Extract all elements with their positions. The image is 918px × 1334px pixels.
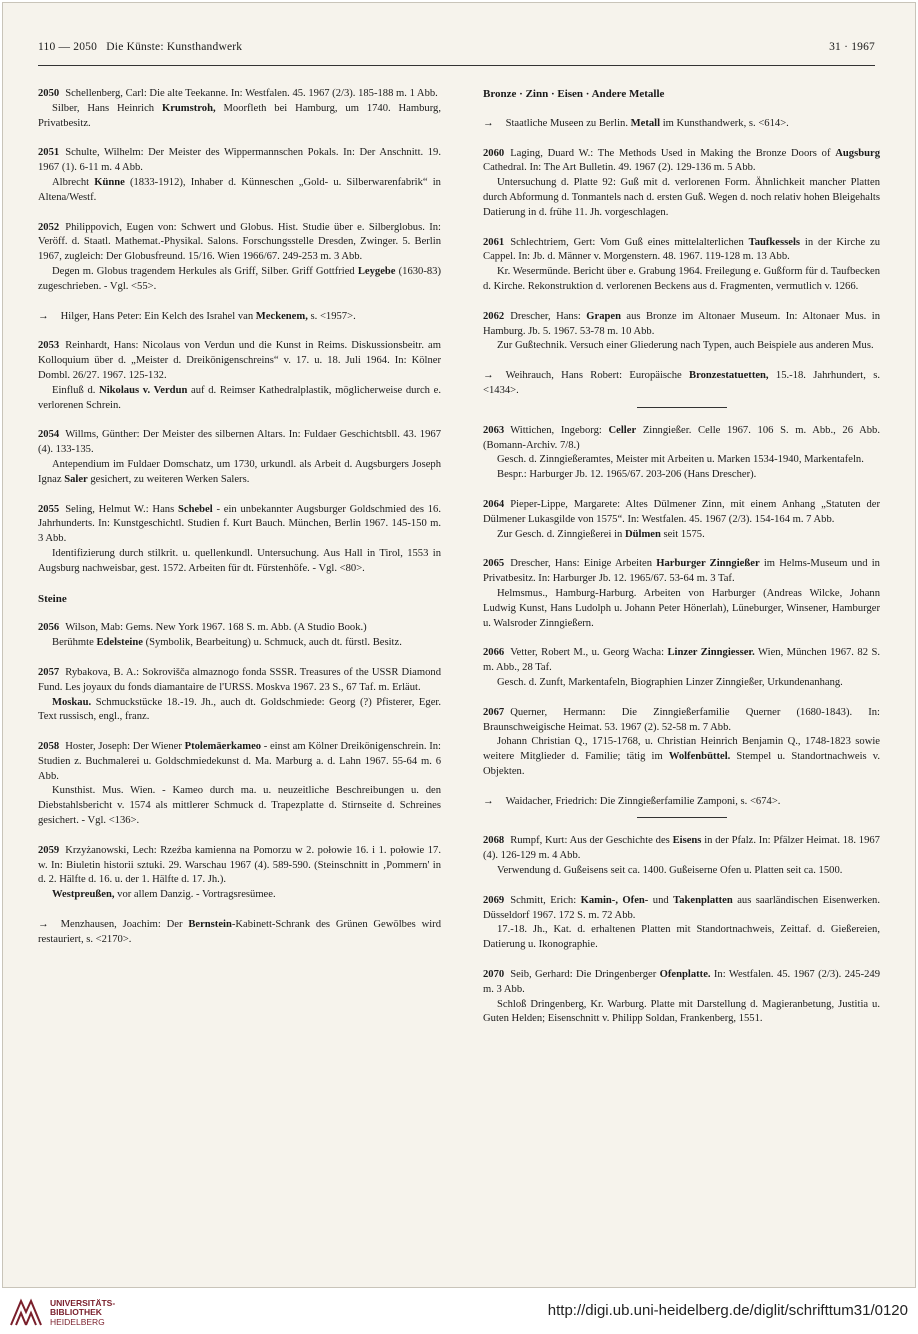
- annotation: Verwendung d. Gußeisens seit ca. 1400. Gußeiserne Ofen u. Platten seit ca. 1500.: [497, 865, 843, 877]
- keyword: Augsburg: [835, 147, 880, 159]
- right-column: [483, 87, 880, 1042]
- keyword: Bernstein: [188, 919, 232, 931]
- keyword: Edelsteine: [96, 637, 143, 649]
- citation: Wittichen, Ingeborg:: [510, 424, 609, 436]
- separator-rule: [637, 407, 727, 408]
- citation: Querner, Hermann: Die Zinngießerfamilie Querner (1680-1843). In: Braunschweigische Heimat. 53. 1967 (2). 52-58 m. 7 Abb.: [483, 706, 880, 733]
- entry-2058: [38, 740, 441, 829]
- entry-number: 2051: [38, 147, 60, 159]
- keyword: Saler: [64, 473, 88, 485]
- keyword: Moskau.: [52, 696, 92, 708]
- entry-2066: [483, 646, 880, 690]
- annotation: Silber, Hans Heinrich: [52, 102, 162, 114]
- annotation: Albrecht: [52, 176, 95, 188]
- citation: Willms, Günther: Der Meister des silbernen Altars. In: Fuldaer Geschichtsbll. 43. 1967 (4). 133-135.: [38, 429, 441, 456]
- cross-reference: [483, 369, 880, 399]
- arrow-right-icon: →: [483, 370, 494, 382]
- citation: Schulte, Wilhelm: Der Meister des Wippermannschen Pokals. In: Der Anschnitt. 19. 1967 (1). 6-11 m. 4 Abb.: [38, 147, 441, 174]
- keyword: Grapen: [586, 310, 621, 322]
- running-head-right: 31 · 1967: [829, 41, 875, 53]
- annotation: Schloß Dringenberg, Kr. Warburg. Platte mit Darstellung d. Magieranbetung, Justitia u. Guten Helden; Eisenschnitt v. Philipp Soldan, Frankenberg, 1551.: [483, 998, 880, 1025]
- entry-2052: [38, 221, 441, 295]
- citation: Seling, Helmut W.: Hans: [65, 503, 178, 515]
- entry-2069: [483, 894, 880, 953]
- cross-reference: [38, 310, 441, 325]
- annotation: Stempel u. Standortnachweis v. Objekten.: [483, 751, 880, 777]
- annotation: Gesch. d. Zunft, Markentafeln, Biographien Linzer Zinngießer, Urkundenanhang.: [497, 676, 843, 688]
- citation: Rumpf, Kurt: Aus der Geschichte des: [510, 835, 673, 847]
- citation: Seib, Gerhard: Die Dringenberger: [510, 969, 660, 981]
- citation: - ein unbekannter Augsburger Goldschmied des 16. Jahrhunderts. In: Kunstgeschichtl. Studien f. Kurt Bauch. München, Berlin 1967. 145-150 m. 3 Abb.: [38, 503, 441, 545]
- left-column: [38, 87, 441, 963]
- annotation: Kr. Wesermünde. Bericht über e. Grabung 1964. Freilegung e. Gußform für d. Taufbecken d. Kirche. Rekonstruktion d. verlorenen Beckens aus d. Fragmenten, vermutlich v. 1266.: [483, 266, 880, 292]
- annotation: Johann Christian Q., 1715-1768, u. Christian Heinrich Benjamin Q., 1748-1823 sowie weitere Mitglieder d. Familie; tätig im: [483, 736, 880, 763]
- entry-2053: [38, 339, 441, 413]
- entry-number: 2066: [483, 647, 505, 659]
- annotation: Berühmte: [52, 637, 97, 649]
- entry-number: 2058: [38, 741, 60, 753]
- entry-number: 2067: [483, 706, 505, 718]
- keyword: Celler: [608, 424, 637, 436]
- entry-number: 2059: [38, 844, 60, 856]
- entry-number: 2065: [483, 558, 505, 570]
- xref-text: 15.-18. Jahrhundert, s. <1434>.: [483, 370, 880, 396]
- keyword: Harburger Zinngießer: [656, 558, 760, 570]
- keyword: Taufkessels: [748, 236, 801, 248]
- keyword: Bronzestatuetten,: [689, 370, 769, 382]
- arrow-right-icon: →: [38, 919, 49, 931]
- entry-number: 2063: [483, 424, 505, 436]
- separator-rule: [637, 817, 727, 818]
- annotation: Zur Gußtechnik. Versuch einer Gliederung nach Typen, auch Beispiele aus anderen Mus.: [497, 340, 874, 352]
- annotation: Moorfleth bei Hamburg, um 1740. Hamburg, Privatbesitz.: [38, 102, 441, 129]
- entry-2057: [38, 666, 441, 725]
- annotation: Gesch. d. Zinngießeramtes, Meister mit Arbeiten u. Marken 1534-1940, Markentafeln.: [497, 454, 864, 466]
- arrow-right-icon: →: [483, 117, 494, 129]
- entry-2050: [38, 87, 441, 131]
- citation: Schmitt, Erich:: [510, 894, 581, 906]
- keyword: Wolfenbüttel.: [668, 751, 731, 763]
- citation: Reinhardt, Hans: Nicolaus von Verdun und die Kunst in Reims. Diskussionsbeitr. am Kolloquium über d. „Meister d. Dreikönigenschreins“ v. 17. u. 18. Juli 1964. In: Kölner Dombl. 26/27. 1967. 125-132.: [38, 340, 441, 381]
- annotation: Schmuckstücke 18.-19. Jh., auch dt. Goldschmiede: Georg (?) Pfisterer, Eger. Text russisch, engl., franz.: [38, 696, 441, 723]
- review-note: Bespr.: Harburger Jb. 12. 1965/67. 203-206 (Hans Drescher).: [497, 469, 757, 481]
- section-heading-metalle: Bronze · Zinn · Eisen · Andere Metalle: [483, 88, 665, 100]
- citation: Pieper-Lippe, Margarete: Altes Dülmener Zinn, mit einem Anhang „Statuten der Dülmener Lukasgilde von 1575“. In: Westfalen. 45. 1967 (2/3). 154-164 m. 7 Abb.: [483, 498, 880, 525]
- entry-2054: [38, 428, 441, 487]
- citation: Zinngießer. Celle 1967. 106 S. m. Abb., 26 Abb. (Bomann-Archiv. 7/8.): [483, 424, 880, 451]
- arrow-right-icon: →: [483, 795, 494, 807]
- citation: Philippovich, Eugen von: Schwert und Globus. Hist. Studie über e. Silberglobus. In: Veröff. d. Staatl. Mathemat.-Physikal. Salons. Forschungsstelle Dresden, Zwinger. 5. Berlin 1967, zugleich: Der Globusfreund. 15/16. Wien 1966/67. 249-253 m. 3 Abb.: [38, 221, 441, 263]
- citation: Schlechtriem, Gert: Vom Guß eines mittelalterlichen: [510, 236, 749, 248]
- running-head-left: 110 — 2050 Die Künste: Kunsthandwerk: [38, 41, 243, 53]
- keyword: Takenplatten: [673, 894, 733, 906]
- citation: Cathedral. In: The Art Bulletin. 49. 1967 (2). 129-136 m. 5 Abb.: [483, 162, 756, 174]
- cross-reference: [38, 918, 441, 948]
- entry-2060: [483, 147, 880, 221]
- cross-reference: [483, 117, 880, 132]
- citation: und: [648, 894, 674, 906]
- annotation: vor allem Danzig. - Vortragsresümee.: [114, 889, 276, 901]
- entry-2068: [483, 834, 880, 878]
- entry-number: 2052: [38, 221, 60, 233]
- library-crest-icon: [8, 1298, 44, 1328]
- citation: in der Pfalz. In: Pfälzer Heimat. 18. 1967 (4). 126-129 m. 4 Abb.: [483, 835, 880, 862]
- annotation: auf d. Reimser Kathedralplastik, möglicherweise durch e. verlorenen Schrein.: [38, 384, 441, 411]
- citation: Schellenberg, Carl: Die alte Teekanne. In: Westfalen. 45. 1967 (2/3). 185-188 m. 1 Abb.: [65, 88, 438, 99]
- entry-number: 2057: [38, 666, 60, 678]
- entry-2055: [38, 503, 441, 577]
- keyword: Schebel: [177, 503, 213, 515]
- entry-2056: [38, 621, 441, 651]
- xref-text: s. <1957>.: [307, 310, 356, 322]
- citation: Wilson, Mab: Gems. New York 1967. 168 S. m. Abb. (A Studio Book.): [65, 622, 367, 634]
- keyword: Künne: [94, 176, 125, 188]
- keyword: Ptolemäerkameo: [184, 741, 262, 753]
- annotation: Identifizierung durch stilkrit. u. quellenkundl. Untersuchung. Aus Hall in Tirol, 1553 in Augsburg nachweisbar, gest. 1572. Arbeiten für dt. Fürstenhöfe. - Vgl. <80>.: [38, 547, 441, 574]
- entry-number: 2053: [38, 340, 60, 352]
- keyword: Kamin-, Ofen-: [580, 894, 649, 906]
- annotation: (Symbolik, Bearbeitung) u. Schmuck, auch dt. fürstl. Besitz.: [142, 637, 402, 649]
- entry-2063: [483, 424, 880, 483]
- citation: - einst am Kölner Dreikönigenschrein. In: Studien z. Buchmalerei u. Goldschmiedekunst d. Ma. Marburg a. d. Lahn 1967. 55-64 m. 6 Abb.: [38, 741, 442, 782]
- xref-text: im Kunsthandwerk, s. <614>.: [660, 117, 789, 129]
- library-logo[interactable]: [8, 1298, 115, 1328]
- xref-text: Weihrauch, Hans Robert: Europäische: [505, 370, 690, 382]
- arrow-right-icon: →: [38, 310, 49, 322]
- citation: Drescher, Hans: Einige Arbeiten: [510, 558, 657, 570]
- entry-number: 2055: [38, 503, 60, 515]
- citation: aus saarländischen Eisenwerken. Düsseldorf 1967. 172 S. m. 72 Abb.: [483, 894, 880, 921]
- annotation: Kunsthist. Mus. Wien. - Kameo durch ma. u. neuzeitliche Beschreibungen u. den Diebstahlsbericht v. 1574 als mittlerer Schmuck d. Trapezplatte d. Stirnseite d. Schreines gesichert. - Vgl. <136>.: [38, 785, 441, 827]
- scanned-page: [2, 2, 916, 1288]
- keyword: Eisens: [672, 835, 702, 847]
- citation: Hoster, Joseph: Der Wiener: [65, 741, 185, 753]
- annotation: Degen m. Globus tragendem Herkules als Griff, Silber. Griff Gottfried: [52, 265, 358, 277]
- logo-line: HEIDELBERG: [50, 1316, 105, 1327]
- keyword: Nikolaus v. Verdun: [99, 384, 188, 396]
- entry-number: 2062: [483, 310, 505, 322]
- citation: Wien, München 1967. 82 S. m. Abb., 28 Taf.: [483, 647, 880, 674]
- entry-2062: [483, 310, 880, 354]
- entry-number: 2069: [483, 894, 505, 906]
- entry-number: 2050: [38, 88, 60, 99]
- citation: Vetter, Robert M., u. Georg Wacha:: [510, 647, 668, 659]
- annotation: (1833-1912), Inhaber d. Künneschen „Gold- u. Silberwarenfabrik“ in Altena/Westf.: [38, 176, 441, 203]
- section-heading-steine: Steine: [38, 592, 67, 605]
- annotation: Helmsmus., Hamburg-Harburg. Arbeiten von Harburger (Andreas Wilcke, Johann Ludwig Kunst, Hans Ludolph u. Johann Peter Hönerlah), Lüneburger, Winsener, Hamburger u. Walsroder Zinngießern.: [483, 587, 880, 629]
- permalink-url[interactable]: http://digi.ub.uni-heidelberg.de/diglit/schrifttum31/0120: [547, 1302, 908, 1319]
- xref-text: Hilger, Hans Peter: Ein Kelch des Israhel van: [60, 310, 256, 322]
- entry-number: 2070: [483, 969, 505, 981]
- header-rule: [38, 65, 875, 66]
- entry-number: 2060: [483, 147, 505, 159]
- entry-2070: [483, 968, 880, 1027]
- cross-reference: [483, 795, 880, 810]
- xref-text: Waidacher, Friedrich: Die Zinngießerfamilie Zamponi, s. <674>.: [505, 795, 781, 807]
- citation: im Helms-Museum und in Privatbesitz. In: Harburger Jb. 12. 1965/67. 53-64 m. 3 Taf.: [483, 558, 880, 585]
- annotation: Zur Gesch. d. Zinngießerei in: [497, 528, 625, 540]
- xref-text: -Kabinett-Schrank des Grünen Gewölbes wird restauriert, s. <2170>.: [38, 919, 441, 945]
- annotation: (1630-83) zugeschrieben. - Vgl. <55>.: [38, 265, 441, 292]
- keyword: Leygebe: [357, 265, 396, 277]
- keyword: Ofenplatte.: [659, 969, 711, 981]
- entry-number: 2054: [38, 429, 60, 441]
- annotation: gesichert, zu weiteren Werken Salers.: [87, 473, 250, 485]
- citation: Rybakova, B. A.: Sokrovišča almaznogo fonda SSSR. Treasures of the USSR Diamond Fund. Les joyaux du fonds diamantaire de l'URSS. Moskva 1967. 23 S., 67 Taf. m. Erläut.: [38, 666, 441, 693]
- entry-2064: [483, 498, 880, 542]
- keyword: Linzer Zinngiesser.: [667, 647, 755, 659]
- citation: Laging, Duard W.: The Methods Used in Making the Bronze Doors of: [510, 147, 836, 159]
- citation: In: Westfalen. 45. 1967 (2/3). 245-249 m. 3 Abb.: [483, 969, 880, 995]
- entry-number: 2061: [483, 236, 505, 248]
- entry-2065: [483, 557, 880, 631]
- annotation: Untersuchung d. Platte 92: Guß mit d. verlorenen Form. Ähnlichkeit mancher Platten durch Abformung d. Tonmantels nach d. ersten Guß. Wegen d. noch relativ hohen Bleigehalts Datierung in d. frühe 11. Jh. vorgeschlagen.: [483, 177, 880, 218]
- citation: Drescher, Hans:: [510, 310, 587, 322]
- annotation: Antependium im Fuldaer Domschatz, um 1730, urkundl. als Arbeit d. Augsburgers Joseph Ignaz: [38, 458, 441, 485]
- entry-number: 2064: [483, 498, 505, 510]
- citation: in der Kirche zu Cappel. In: Jb. d. Männer v. Morgenstern. 48. 1967. 119-128 m. 13 Abb.: [483, 236, 880, 263]
- logo-line: UNIVERSITÄTS-: [50, 1297, 116, 1308]
- keyword: Metall: [630, 117, 661, 129]
- annotation: Einfluß d.: [52, 384, 100, 396]
- keyword: Westpreußen,: [52, 889, 115, 901]
- citation: Krzyżanowski, Lech: Rzeźba kamienna na Pomorzu w 2. połowie 16. i 1. połowie 17. w. In: Biuletin historii sztuki. 29. Warschau 1967 (4). 589-590. (Steinschnitt in ‚Pommern' in d. 2. Hälfte d. 16. u. der 1. Hälfte d. 17. Jh.).: [38, 844, 441, 886]
- keyword: Dülmen: [624, 528, 661, 540]
- entry-2051: [38, 146, 441, 205]
- entry-number: 2068: [483, 835, 505, 847]
- entry-2061: [483, 236, 880, 295]
- annotation: 17.-18. Jh., Kat. d. erhaltenen Platten mit Standortnachweis, Zeittaf. d. Gießereien, Datierung u. Ikonographie.: [483, 924, 880, 951]
- keyword: Meckenem,: [255, 310, 308, 322]
- citation: aus Bronze im Altonaer Museum. In: Altonaer Mus. in Hamburg. Jb. 5. 1967. 53-78 m. 10 Abb.: [483, 310, 881, 337]
- entry-2067: [483, 706, 880, 780]
- logo-line: BIBLIOTHEK: [50, 1307, 102, 1318]
- xref-text: Menzhausen, Joachim: Der: [60, 919, 189, 931]
- annotation: seit 1575.: [660, 528, 705, 540]
- keyword: Krumstroh,: [161, 102, 216, 114]
- footer-bar: [0, 1290, 918, 1334]
- entry-2059: [38, 844, 441, 903]
- xref-text: Staatliche Museen zu Berlin.: [505, 117, 631, 129]
- entry-number: 2056: [38, 622, 60, 634]
